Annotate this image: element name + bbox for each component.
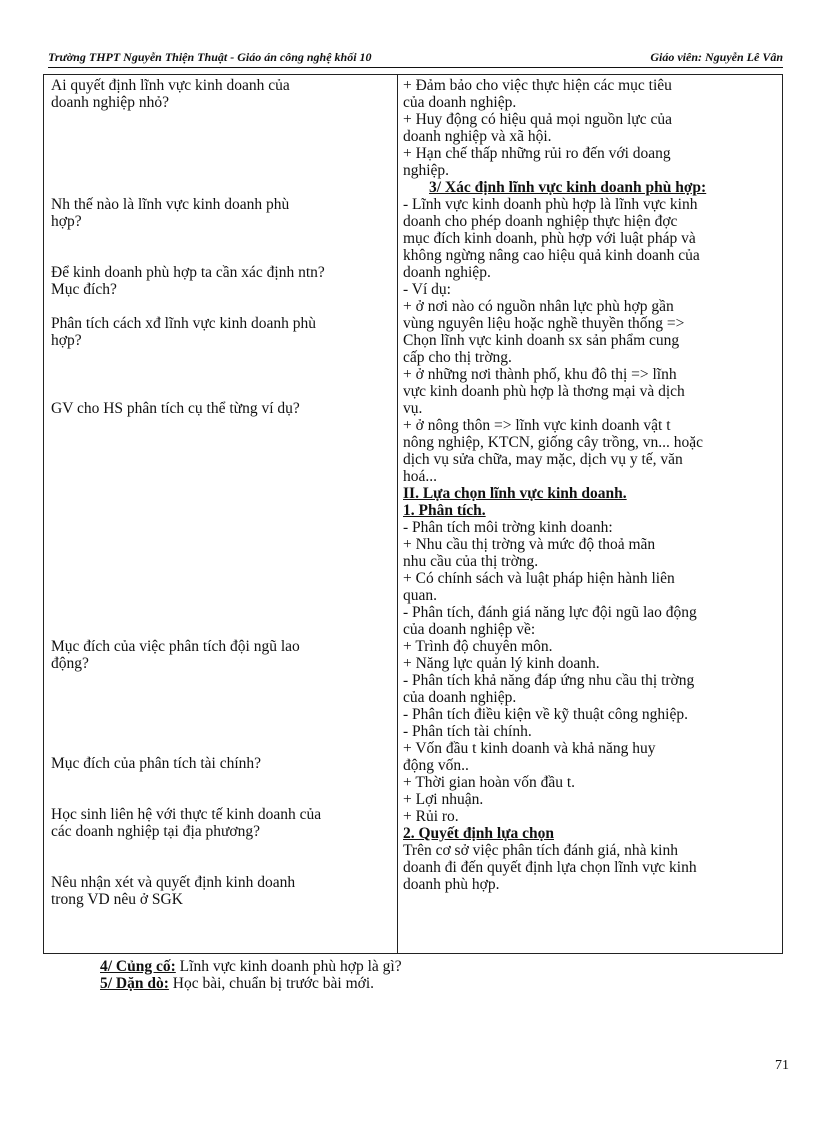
left-line: Mục đích? bbox=[51, 281, 117, 298]
right-line: nghiệp. bbox=[403, 162, 450, 179]
footer-text: Lĩnh vực kinh doanh phù hợp là gì? bbox=[175, 958, 402, 975]
right-line: - Phân tích môi trờng kinh doanh: bbox=[403, 519, 613, 536]
left-line: trong VD nêu ở SGK bbox=[51, 891, 183, 908]
left-line: Nêu nhận xét và quyết định kinh doanh bbox=[51, 874, 296, 891]
right-line: dịch vụ sửa chữa, may mặc, dịch vụ y tế, văn bbox=[403, 451, 683, 468]
right-line: + Trình độ chuyên môn. bbox=[403, 638, 553, 655]
right-line: + ở những nơi thành phố, khu đô thị => lĩnh bbox=[403, 366, 677, 383]
right-line: vụ. bbox=[403, 400, 423, 417]
right-line: không ngừng nâng cao hiệu quả kinh doanh của bbox=[403, 247, 700, 264]
footer-text: Học bài, chuẩn bị trước bài mới. bbox=[168, 975, 375, 992]
left-line: GV cho HS phân tích cụ thể từng ví dụ? bbox=[51, 400, 300, 417]
right-line: + ở nông thôn => lĩnh vực kinh doanh vật t bbox=[403, 417, 671, 434]
right-line: + Có chính sách và luật pháp hiện hành liên bbox=[403, 570, 675, 587]
right-line: - Phân tích tài chính. bbox=[403, 723, 532, 740]
right-line: Chọn lĩnh vực kinh doanh sx sản phẩm cung bbox=[403, 332, 680, 349]
right-line: cấp cho thị trờng. bbox=[403, 349, 512, 366]
page-header bbox=[48, 50, 783, 68]
left-line: các doanh nghiệp tại địa phương? bbox=[51, 823, 260, 840]
right-line: động vốn.. bbox=[403, 757, 469, 774]
left-line: hợp? bbox=[51, 332, 82, 349]
page-number: 71 bbox=[775, 1058, 789, 1073]
right-line: - Phân tích khả năng đáp ứng nhu cầu thị trờng bbox=[403, 672, 695, 689]
right-line: + Nhu cầu thị trờng và mức độ thoả mãn bbox=[403, 536, 656, 553]
left-line: doanh nghiệp nhỏ? bbox=[51, 94, 169, 111]
header-rule bbox=[48, 67, 783, 68]
right-line: Trên cơ sở việc phân tích đánh giá, nhà kinh bbox=[403, 842, 678, 859]
right-line: - Phân tích điều kiện về kỹ thuật công nghiệp. bbox=[403, 706, 688, 723]
right-line: + Lợi nhuận. bbox=[403, 791, 484, 808]
right-line: + Thời gian hoàn vốn đầu t. bbox=[403, 774, 576, 791]
left-line: Để kinh doanh phù hợp ta cần xác định ntn? bbox=[51, 264, 325, 281]
header-teacher: Giáo viên: Nguyễn Lê Vân bbox=[650, 50, 783, 64]
right-line: nông nghiệp, KTCN, giống cây trồng, vn... hoặc bbox=[403, 434, 704, 451]
right-line: - Phân tích, đánh giá năng lực đội ngũ lao động bbox=[403, 604, 697, 621]
right-line: hoá... bbox=[403, 468, 438, 485]
lesson-table bbox=[43, 74, 783, 954]
section-heading: II. Lựa chọn lĩnh vực kinh doanh. bbox=[403, 485, 627, 502]
section-heading: 3/ Xác định lĩnh vực kinh doanh phù hợp: bbox=[429, 179, 707, 196]
right-line: của doanh nghiệp về: bbox=[403, 621, 536, 638]
right-line: doanh nghiệp và xã hội. bbox=[403, 128, 552, 145]
right-line: vực kinh doanh phù hợp là thơng mại và dịch bbox=[403, 383, 685, 400]
left-line: Nh thế nào là lĩnh vực kinh doanh phù bbox=[51, 196, 290, 213]
right-line: + ở nơi nào có nguồn nhân lực phù hợp gần bbox=[403, 298, 674, 315]
right-line: của doanh nghiệp. bbox=[403, 94, 517, 111]
right-line: + Vốn đầu t kinh doanh và khả năng huy bbox=[403, 740, 656, 757]
right-line: doanh nghiệp. bbox=[403, 264, 491, 281]
left-line: Ai quyết định lĩnh vực kinh doanh của bbox=[51, 77, 290, 94]
right-line: nhu cầu của thị trờng. bbox=[403, 553, 539, 570]
right-line: doanh cho phép doanh nghiệp thực hiện đợc bbox=[403, 213, 678, 230]
subsection-heading: 1. Phân tích. bbox=[403, 502, 486, 519]
footer-consolidation bbox=[100, 958, 402, 975]
right-line: của doanh nghiệp. bbox=[403, 689, 517, 706]
left-line: Phân tích cách xđ lĩnh vực kinh doanh phù bbox=[51, 315, 316, 332]
right-line: doanh phù hợp. bbox=[403, 876, 500, 893]
right-line: + Hạn chế thấp những rủi ro đến với doang bbox=[403, 145, 671, 162]
left-line: hợp? bbox=[51, 213, 82, 230]
column-divider bbox=[397, 75, 398, 953]
footer-homework bbox=[100, 975, 374, 992]
footer-label: 5/ Dặn dò: bbox=[100, 975, 169, 992]
right-line: + Năng lực quản lý kinh doanh. bbox=[403, 655, 600, 672]
right-line: + Huy động có hiệu quả mọi nguồn lực của bbox=[403, 111, 672, 128]
header-school: Trường THPT Nguyễn Thiện Thuật - Giáo án công nghệ khối 10 bbox=[48, 50, 372, 64]
left-line: động? bbox=[51, 655, 89, 672]
right-line: - Ví dụ: bbox=[403, 281, 451, 298]
footer-label: 4/ Củng cố: bbox=[100, 958, 176, 975]
right-line: + Đảm bảo cho việc thực hiện các mục tiêu bbox=[403, 77, 672, 94]
subsection-heading: 2. Quyết định lựa chọn bbox=[403, 825, 554, 842]
right-line: - Lĩnh vực kinh doanh phù hợp là lĩnh vực kinh bbox=[403, 196, 698, 213]
right-line: mục đích kinh doanh, phù hợp với luật pháp và bbox=[403, 230, 696, 247]
left-line: Mục đích của việc phân tích đội ngũ lao bbox=[51, 638, 300, 655]
left-line: Mục đích của phân tích tài chính? bbox=[51, 755, 262, 772]
left-line: Học sinh liên hệ với thực tế kinh doanh của bbox=[51, 806, 322, 823]
right-line: + Rủi ro. bbox=[403, 808, 459, 825]
right-line: quan. bbox=[403, 587, 438, 604]
right-line: doanh đi đến quyết định lựa chọn lĩnh vực kinh bbox=[403, 859, 697, 876]
right-line: vùng nguyên liệu hoặc nghề thuyền thống => bbox=[403, 315, 685, 332]
